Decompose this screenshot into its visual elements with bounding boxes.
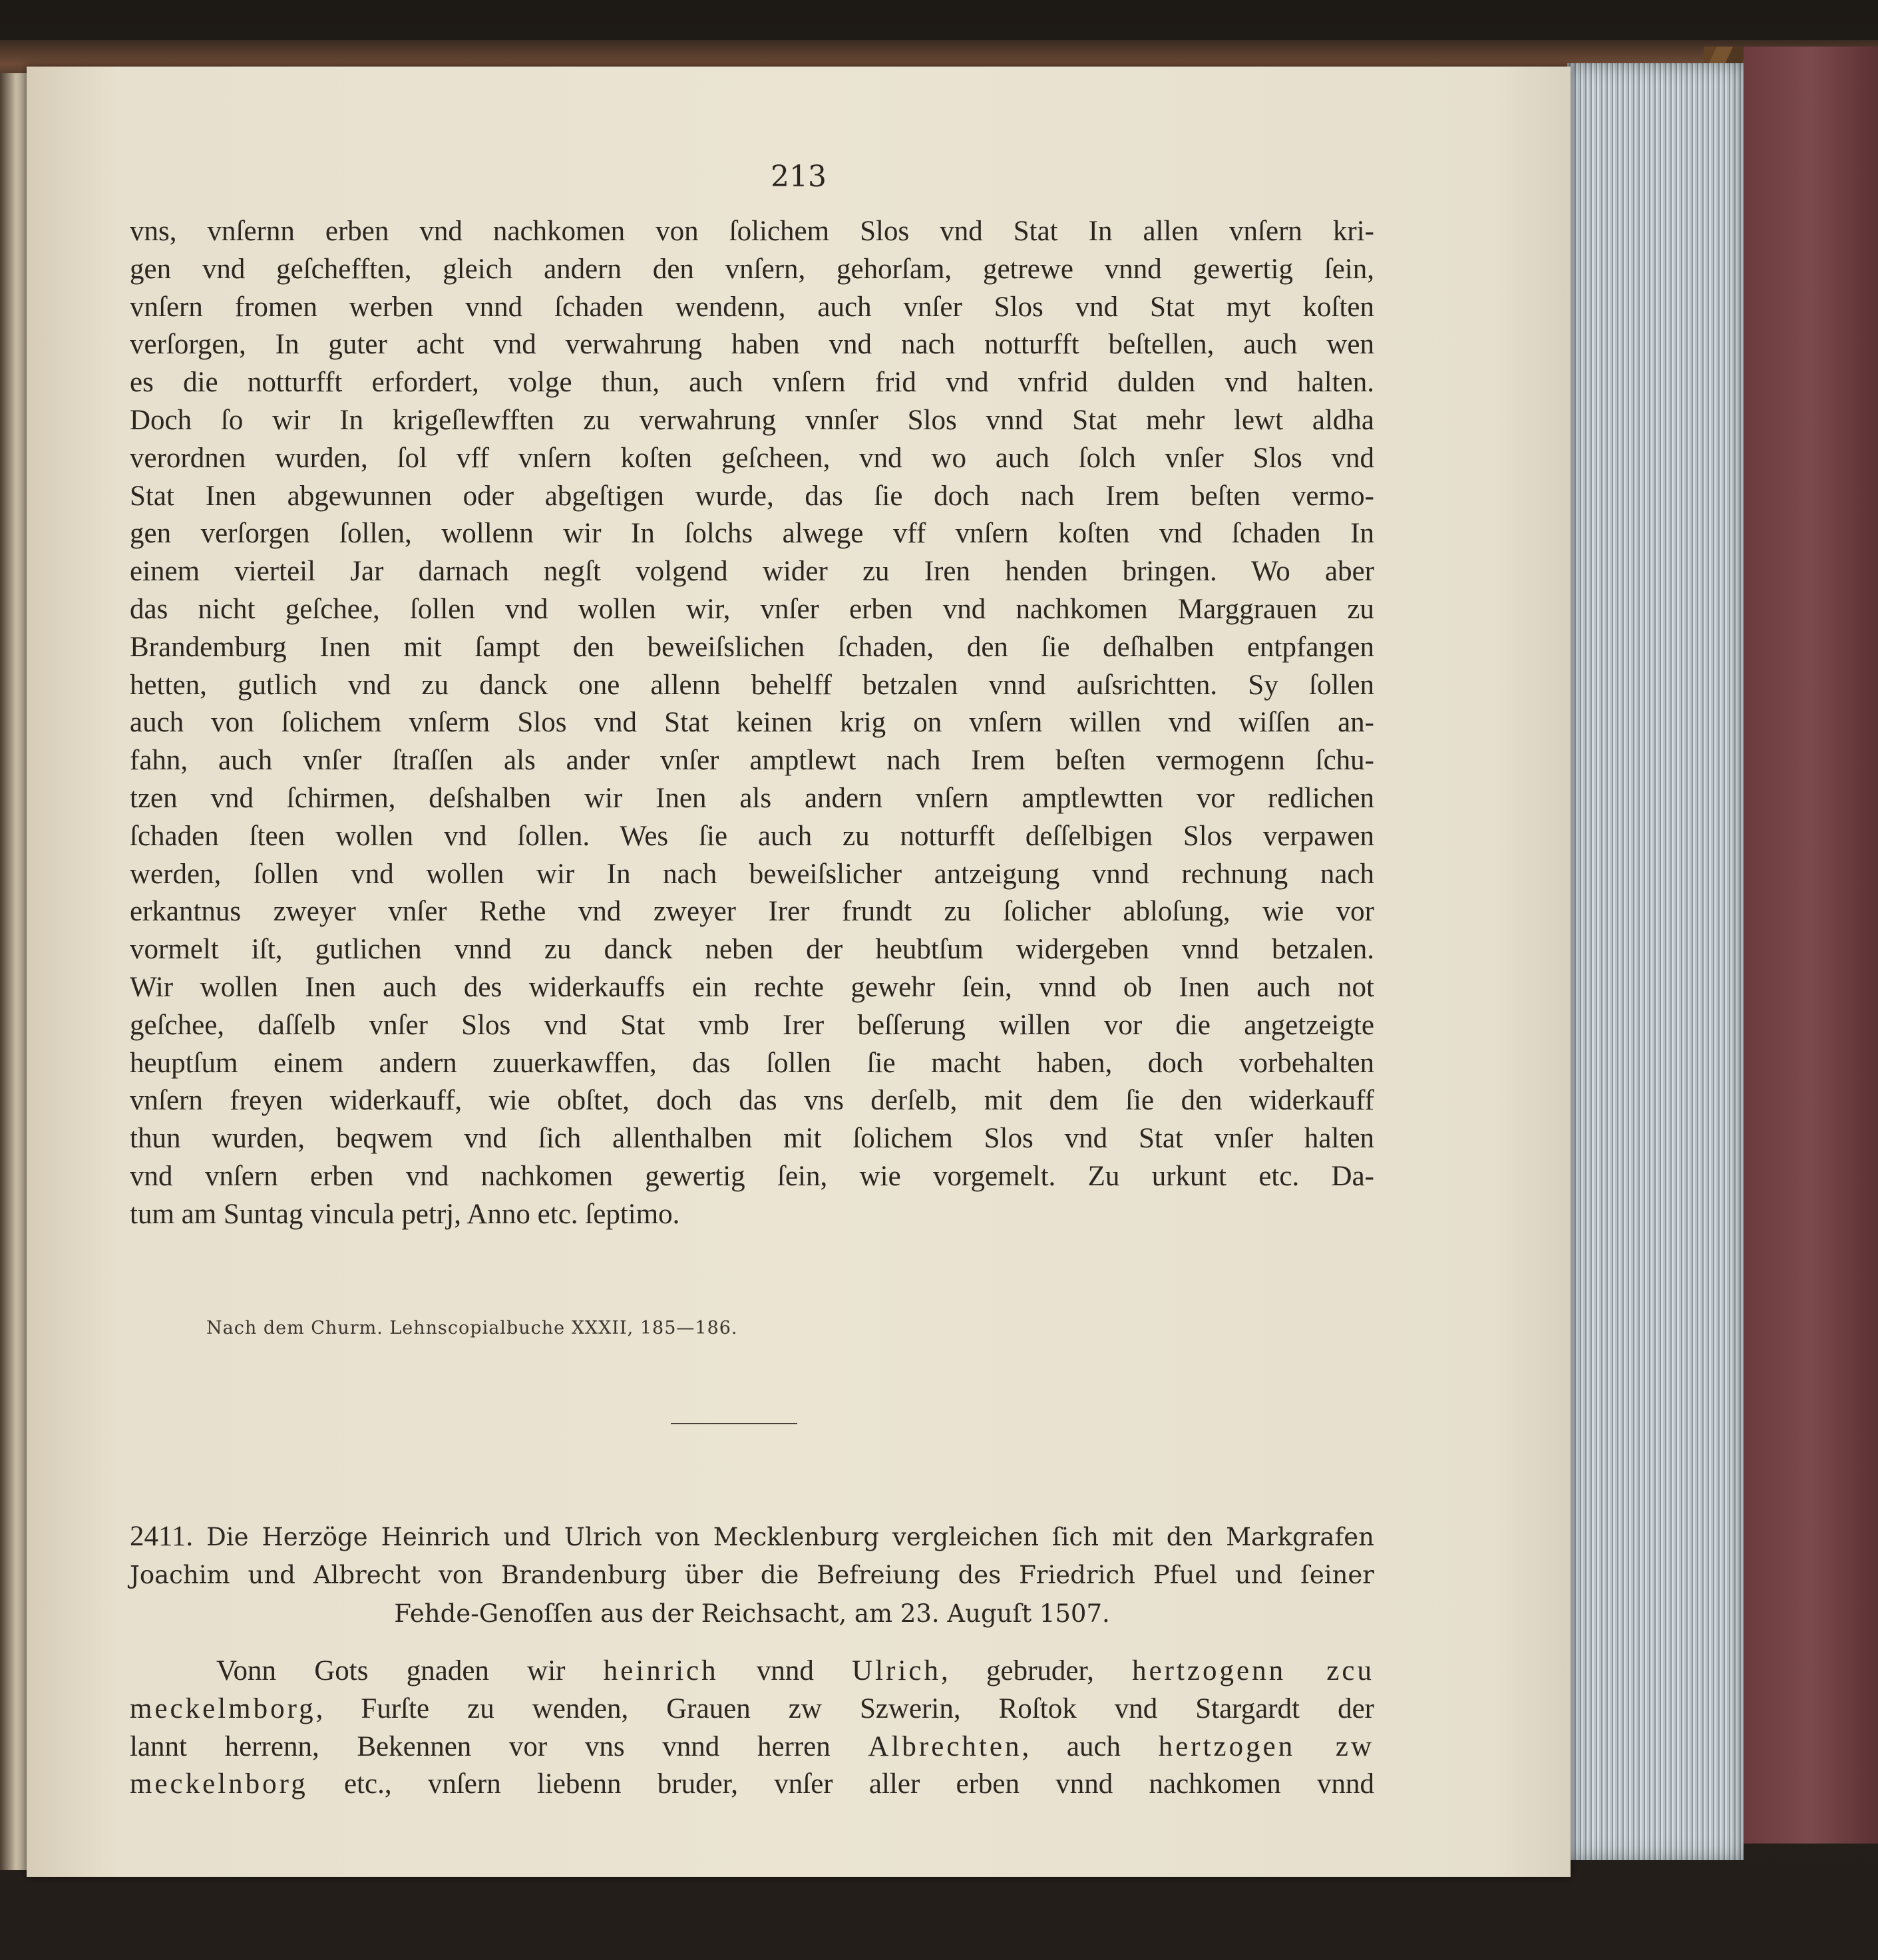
document-number: 2411. — [130, 1521, 194, 1552]
heading-line-2: Joachim und Albrecht von Brandenburg über die Befreiung des Friedrich Pfuel und ſeiner — [130, 1561, 1374, 1589]
main-text-block — [130, 213, 1374, 1234]
spaced-name: hertzogen zw — [1158, 1730, 1375, 1762]
spaced-name: meckelmborg — [130, 1692, 316, 1724]
text-run: , gebruder, — [940, 1655, 1094, 1686]
text-line: werden, ſollen vnd wollen wir In nach beweiſslicher antzeigung vnnd rechnung nach — [130, 858, 1374, 890]
text-line: vnd vnſern erben vnd nachkomen gewertig ſein, wie vorgemelt. Zu urkunt etc. Da- — [130, 1160, 1374, 1192]
text-line: vnſern fromen werben vnnd ſchaden wendenn, auch vnſer Slos vnd Stat myt koſten — [130, 291, 1374, 323]
text-line: ſchaden ſteen wollen vnd ſollen. Wes ſie auch zu notturfft deſſelbigen Slos verpawen — [130, 820, 1374, 852]
heading-text-1: Die Herzöge Heinrich und Ulrich von Mecklenburg vergleichen ſich mit den Markgrafen — [206, 1523, 1375, 1551]
text-line: geſchee, daſſelb vnſer Slos vnd Stat vmb Irer beſſerung willen vor die angetzeigte — [130, 1009, 1374, 1041]
text-line: verſorgen, In guter acht vnd verwahrung haben vnd nach notturfft beſtellen, auch wen — [130, 329, 1374, 361]
left-page-edge — [0, 73, 27, 1870]
text-line: vns, vnſernn erben vnd nachkomen von ſolichem Slos vnd Stat In allen vnſern kri- — [130, 216, 1374, 247]
spaced-name: heinrich — [603, 1655, 719, 1686]
text-line: hetten, gutlich vnd zu danck one allenn behelff betzalen vnnd auſsrichtten. Sy ſollen — [130, 669, 1374, 701]
text-run: etc., vnſern liebenn bruder, vnſer aller erben vnnd nachkomen vnnd — [307, 1768, 1374, 1800]
text-line: es die notturfft erfordert, volge thun, auch vnſern frid vnd vnfrid dulden vnd halten. — [130, 367, 1374, 399]
text-line: heuptſum einem andern zuuerkawffen, das ſollen ſie macht haben, doch vorbehalten — [130, 1047, 1374, 1079]
page-number: 213 — [771, 160, 827, 194]
text-line: vnſern freyen widerkauff, wie obſtet, doch das vns derſelb, mit dem ſie den widerkauff — [130, 1085, 1374, 1117]
text-line: vormelt iſt, gutlichen vnnd zu danck neben der heubtſum widergeben vnnd betzalen. — [130, 934, 1374, 966]
text-line: Brandemburg Inen mit ſampt den beweiſslichen ſchaden, den ſie deſhalben entpfangen — [130, 631, 1374, 663]
text-line: fahn, auch vnſer ſtraſſen als ander vnſer amptlewt nach Irem beſten vermogenn ſchu- — [130, 745, 1374, 777]
document-line-3 — [130, 1728, 1374, 1766]
text-run: Vonn Gots gnaden wir — [216, 1655, 566, 1686]
text-line: das nicht geſchee, ſollen vnd wollen wir, vnſer erben vnd nachkomen Marggrauen zu — [130, 593, 1374, 625]
text-line: Doch ſo wir In krigeſlewfften zu verwahrung vnnſer Slos vnnd Stat mehr lewt aldha — [130, 404, 1374, 436]
text-line: einem vierteil Jar darnach negſt volgend wider zu Iren henden bringen. Wo aber — [130, 556, 1374, 588]
section-divider — [671, 1423, 797, 1424]
spaced-name: meckelnborg — [130, 1768, 308, 1800]
text-line: tzen vnd ſchirmen, deſshalben wir Inen als andern vnſern amptlewtten vor redlichen — [130, 782, 1374, 814]
heading-line-3: Fehde-Genoſſen aus der Reichsacht, am 23. Auguſt 1507. — [394, 1599, 1110, 1628]
text-line: thun wurden, beqwem vnd ſich allenthalben mit ſolichem Slos vnd Stat vnſer halten — [130, 1123, 1374, 1155]
text-line: Stat Inen abgewunnen oder abgeſtigen wurde, das ſie doch nach Irem beſten vermo- — [130, 480, 1374, 512]
document-heading — [130, 1517, 1374, 1633]
text-run: , auch — [1022, 1730, 1121, 1762]
document-body — [130, 1653, 1374, 1804]
spaced-name: Ulrich — [852, 1655, 941, 1686]
page-block-edges — [1567, 63, 1744, 1860]
text-line: verordnen wurden, ſol vff vnſern koſten geſcheen, vnd wo auch ſolch vnſer Slos vnd — [130, 442, 1374, 474]
document-line-4 — [130, 1766, 1374, 1804]
cloth-spine-cover — [1744, 47, 1878, 1844]
text-line: gen verſorgen ſollen, wollenn wir In ſolchs alwege vff vnſern koſten vnd ſchaden In — [130, 518, 1374, 550]
text-line: auch von ſolichem vnſerm Slos vnd Stat keinen krig on vnſern willen vnd wiſſen an- — [130, 707, 1374, 739]
text-line: Wir wollen Inen auch des widerkauffs ein rechte gewehr ſein, vnnd ob Inen auch not — [130, 971, 1374, 1003]
source-citation: Nach dem Churm. Lehnscopialbuche XXXII, 185—186. — [206, 1318, 738, 1338]
heading-line-1 — [130, 1517, 1374, 1556]
spaced-name: hertzogenn zcu — [1132, 1655, 1375, 1686]
text-line: gen vnd geſchefften, gleich andern den vnſern, gehorſam, getrewe vnnd gewertig ſein, — [130, 253, 1374, 285]
book-page — [27, 67, 1571, 1877]
text-run: lannt herrenn, Bekennen vor vns vnnd herren — [130, 1730, 831, 1762]
spaced-name: Albrechten — [868, 1730, 1022, 1762]
text-run: vnnd — [756, 1655, 814, 1686]
text-line: erkantnus zweyer vnſer Rethe vnd zweyer Irer frundt zu ſolicher abloſung, wie vor — [130, 896, 1374, 928]
document-line-2 — [130, 1690, 1374, 1728]
text-run: , Furſte zu wenden, Grauen zw Szwerin, Roſtok vnd Stargardt der — [315, 1692, 1374, 1724]
document-line-1 — [130, 1653, 1374, 1690]
text-line: tum am Suntag vincula petrj, Anno etc. ſeptimo. — [130, 1198, 680, 1230]
